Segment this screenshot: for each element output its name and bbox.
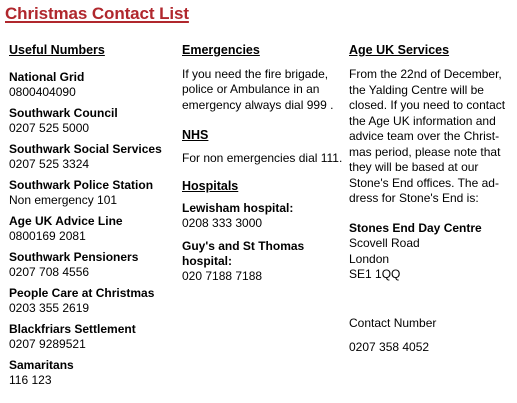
address-line: Scovell Road: [349, 236, 420, 250]
contact-phone: 0207 708 4556: [9, 265, 90, 279]
contact-label: Contact Number: [349, 315, 437, 330]
hospital-entry: [182, 201, 347, 231]
contact-entry: [9, 106, 174, 136]
contact-entry: [9, 142, 174, 172]
hospital-name: Guy's and St Thomas hospital:: [182, 238, 305, 268]
contact-entry: [9, 286, 174, 316]
contact-entry: [9, 358, 174, 388]
contact-name: Blackfriars Settlement: [9, 322, 136, 336]
contact-phone: 116 123: [9, 373, 52, 387]
notice-line: From the 22nd of December,: [349, 67, 502, 81]
hospital-phone: 0208 333 3000: [182, 215, 263, 230]
contact-phone: Non emergency 101: [9, 193, 118, 207]
contact-entry: [9, 214, 174, 244]
address-line: London: [349, 251, 390, 266]
contact-phone: 0203 355 2619: [9, 301, 90, 315]
contact-phone: 0207 525 5000: [9, 121, 90, 135]
nhs-text: For non emergencies dial 111.: [182, 151, 343, 166]
notice-line: advice team over the Christ-: [349, 129, 500, 143]
hospital-entry: [182, 239, 347, 284]
contact-entry: [9, 250, 174, 280]
contact-name: Southwark Pensioners: [9, 250, 139, 264]
age-uk-notice: [349, 67, 515, 207]
emergencies-text: If you need the fire brigade, police or Ambulance in an emergency always dial 999 .: [182, 67, 334, 112]
contact-name: Age UK Advice Line: [9, 214, 123, 228]
contact-number: 0207 358 4052: [349, 340, 430, 354]
address-name: Stones End Day Centre: [349, 220, 482, 235]
contact-phone: 0800404090: [9, 85, 76, 99]
contact-phone: 0207 525 3324: [9, 157, 90, 171]
address-line: SE1 1QQ: [349, 267, 401, 281]
contact-name: Southwark Police Station: [9, 178, 154, 192]
emergencies-heading: Emergencies: [182, 43, 260, 57]
nhs-heading: NHS: [182, 128, 209, 143]
contact-name: Samaritans: [9, 358, 74, 372]
hospitals-heading: Hospitals: [182, 178, 239, 193]
contact-phone: 0800169 2081: [9, 229, 86, 243]
notice-line: the Yalding Centre will be: [349, 82, 484, 97]
contact-name: Southwark Council: [9, 106, 118, 120]
contact-name: Southwark Social Services: [9, 142, 162, 156]
notice-line: the Age UK information and: [349, 113, 496, 128]
notice-line: closed. If you need to contact: [349, 98, 506, 112]
notice-line: Stone's End offices. The ad-: [349, 175, 499, 190]
hospital-phone: 020 7188 7188: [182, 268, 263, 283]
contact-entry: [9, 178, 174, 208]
useful-numbers-list: [9, 70, 174, 388]
useful-numbers-heading: Useful Numbers: [9, 43, 105, 57]
contact-name: People Care at Christmas: [9, 286, 155, 300]
page-title: Christmas Contact List: [5, 4, 189, 23]
hospital-name: Lewisham hospital:: [182, 200, 294, 215]
age-uk-column: [349, 43, 515, 356]
contact-entry: [9, 322, 174, 352]
contact-phone: 0207 9289521: [9, 337, 86, 351]
age-uk-heading: Age UK Services: [349, 43, 450, 57]
contact-entry: [9, 70, 174, 100]
notice-line: dress for Stone's End is:: [349, 191, 479, 205]
contact-name: National Grid: [9, 70, 85, 84]
notice-line: they will be based at our: [349, 160, 479, 174]
useful-numbers-column: [9, 43, 174, 394]
emergency-column: [182, 43, 347, 284]
notice-line: mas period, please note that: [349, 144, 501, 159]
